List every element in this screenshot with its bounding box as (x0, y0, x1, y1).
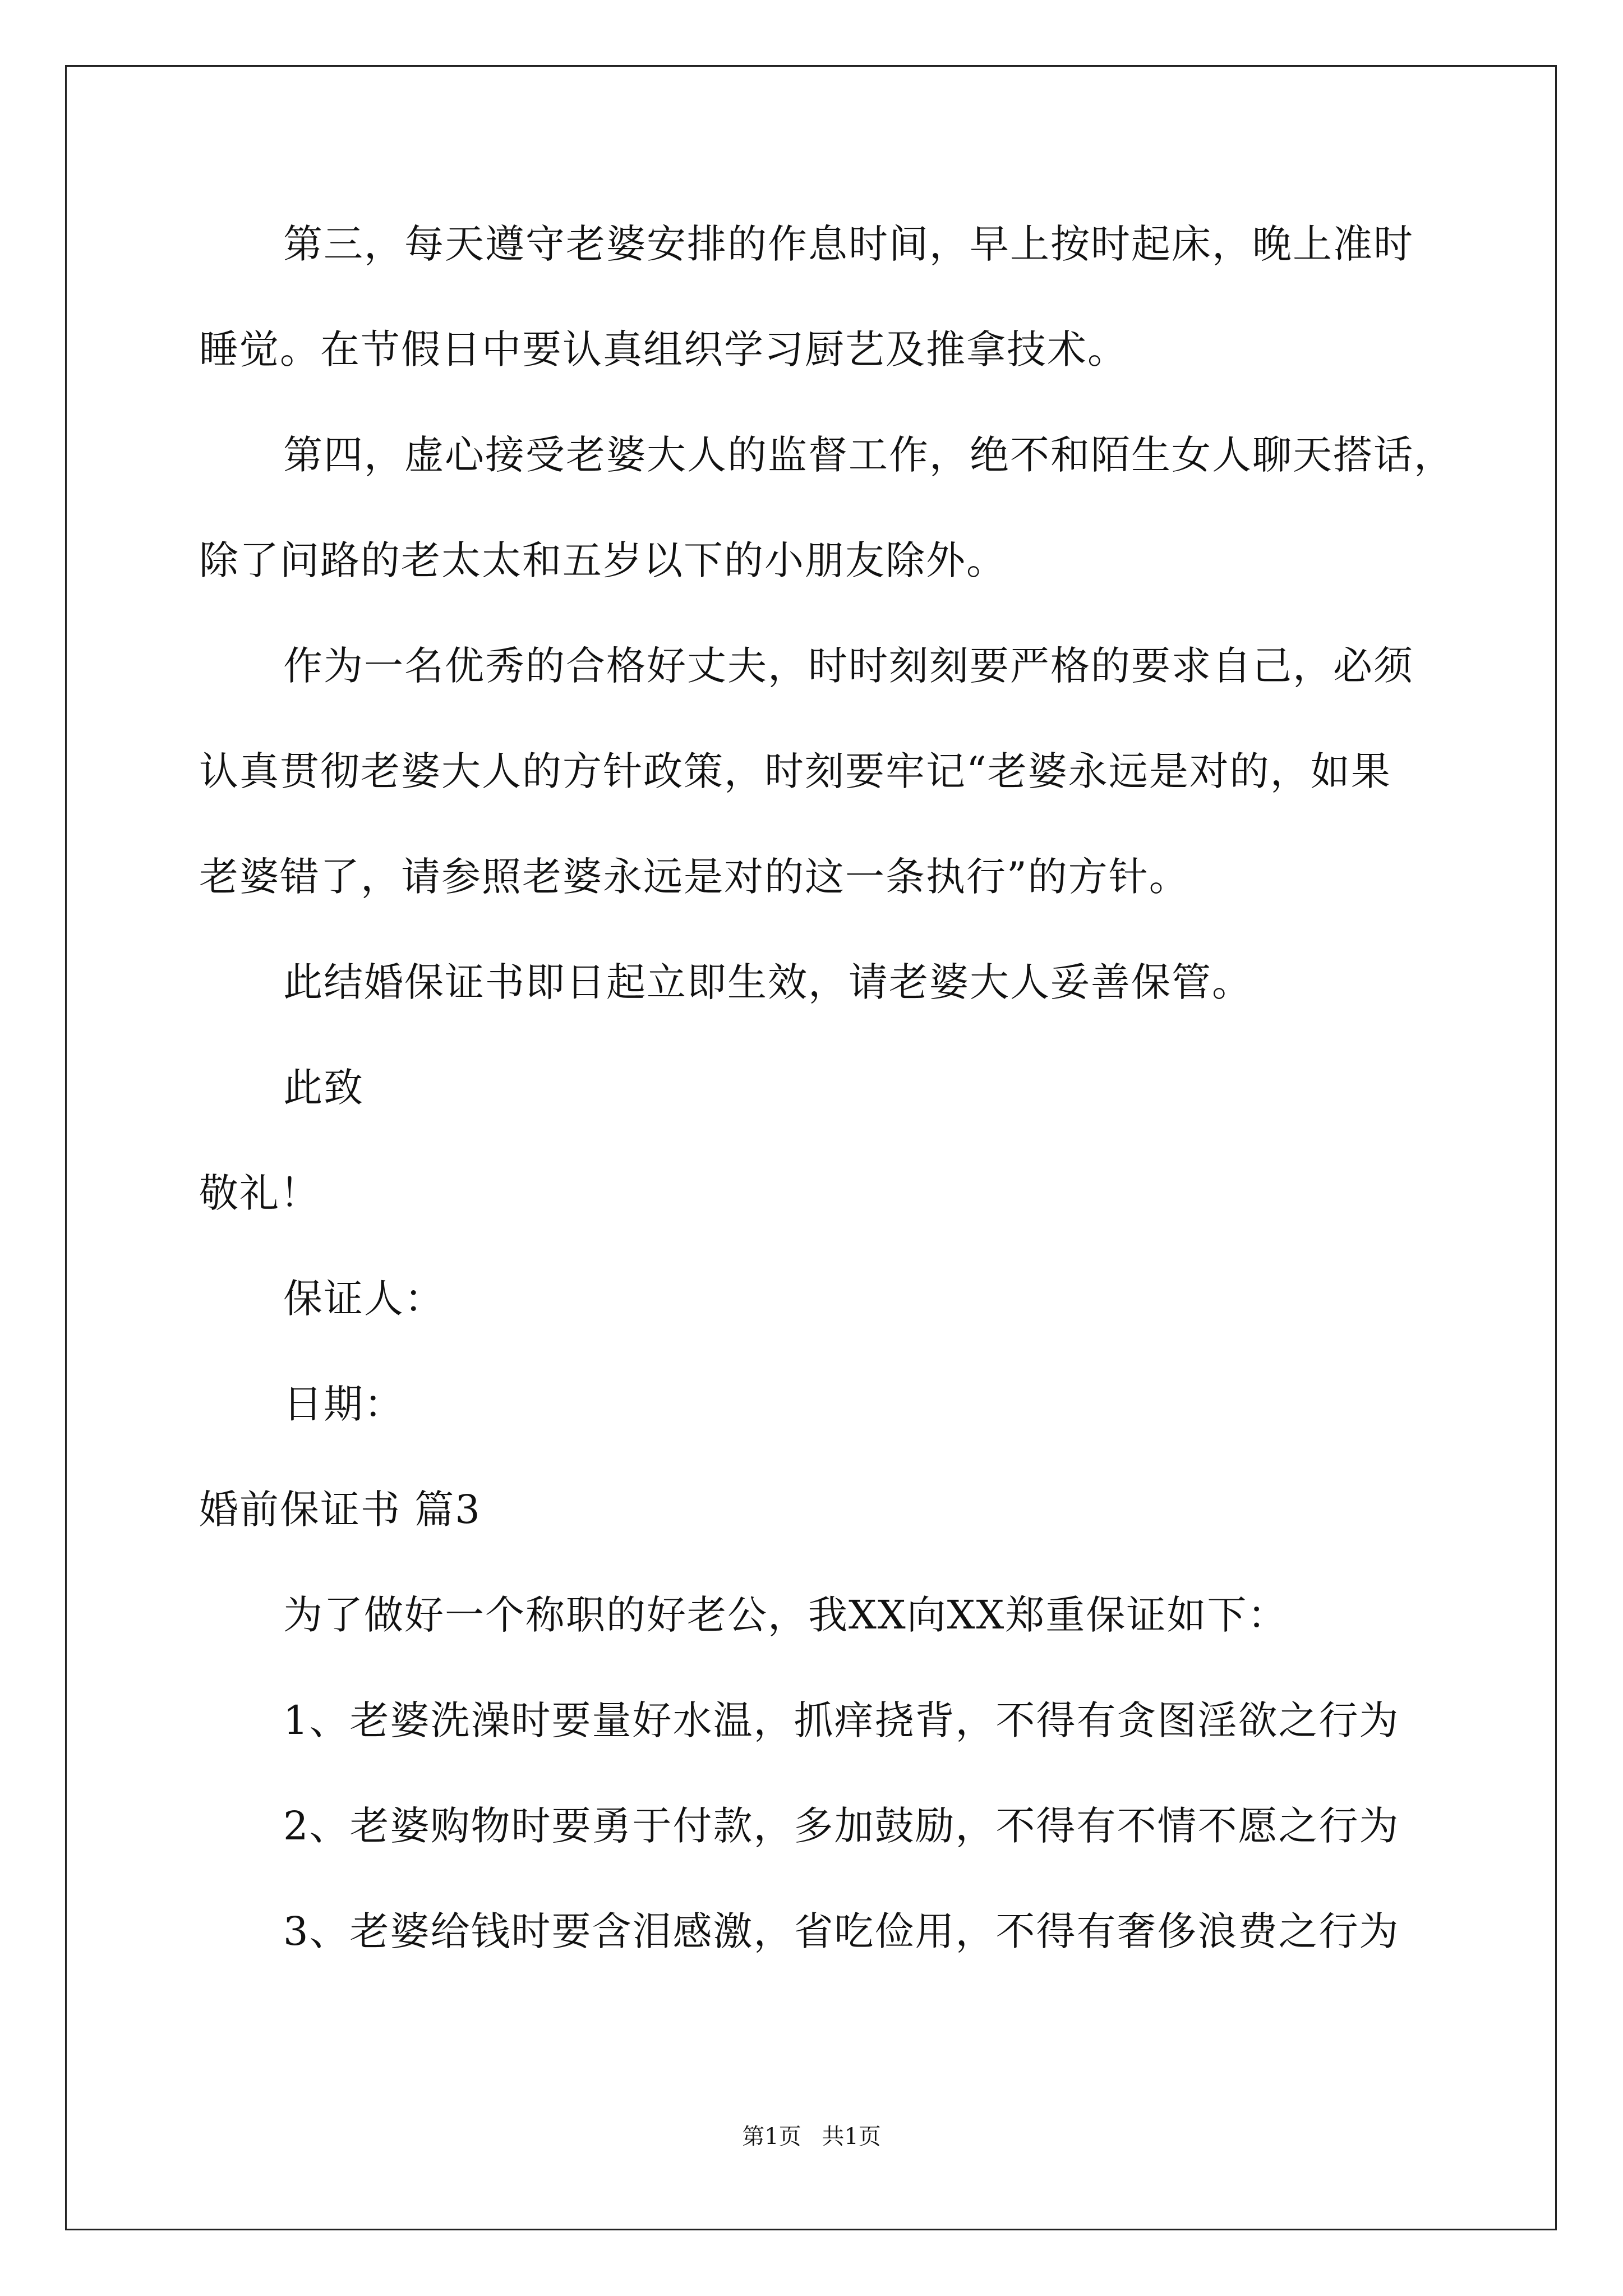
list-item: 1、老婆洗澡时要量好水温，抓痒挠背，不得有贪图淫欲之行为 (283, 1697, 1400, 1743)
page-number-total: 共1页 (822, 2124, 881, 2150)
guarantor-label: 保证人： (283, 1276, 445, 1322)
closing-regards: 敬礼！ (199, 1170, 320, 1216)
closing-salutation: 此致 (283, 1065, 364, 1111)
section-heading: 婚前保证书 篇3 (199, 1487, 481, 1533)
paragraph-line: 为了做好一个称职的好老公，我XX向XX郑重保证如下： (283, 1592, 1288, 1638)
paragraph-line: 认真贯彻老婆大人的方针政策，时刻要牢记“老婆永远是对的，如果 (199, 748, 1391, 794)
paragraph-line: 第四，虚心接受老婆大人的监督工作，绝不和陌生女人聊天搭话， (283, 432, 1454, 478)
paragraph-line: 作为一名优秀的合格好丈夫，时时刻刻要严格的要求自己，必须 (283, 643, 1414, 689)
paragraph-line: 除了问路的老太太和五岁以下的小朋友除外。 (199, 537, 1007, 583)
paragraph-line: 此结婚保证书即日起立即生效，请老婆大人妥善保管。 (283, 959, 1252, 1005)
list-item: 3、老婆给钱时要含泪感激，省吃俭用，不得有奢侈浪费之行为 (283, 1908, 1400, 1954)
list-item: 2、老婆购物时要勇于付款，多加鼓励，不得有不情不愿之行为 (283, 1803, 1400, 1849)
paragraph-line: 睡觉。在节假日中要认真组织学习厨艺及推拿技术。 (199, 326, 1128, 372)
paragraph-line: 老婆错了，请参照老婆永远是对的这一条执行”的方针。 (199, 854, 1189, 900)
page-footer (0, 2123, 1623, 2151)
paragraph-line: 第三，每天遵守老婆安排的作息时间，早上按时起床，晚上准时 (283, 221, 1414, 267)
page-number-current: 第1页 (742, 2124, 801, 2150)
date-label: 日期： (283, 1381, 404, 1427)
page-border (65, 65, 1557, 2230)
